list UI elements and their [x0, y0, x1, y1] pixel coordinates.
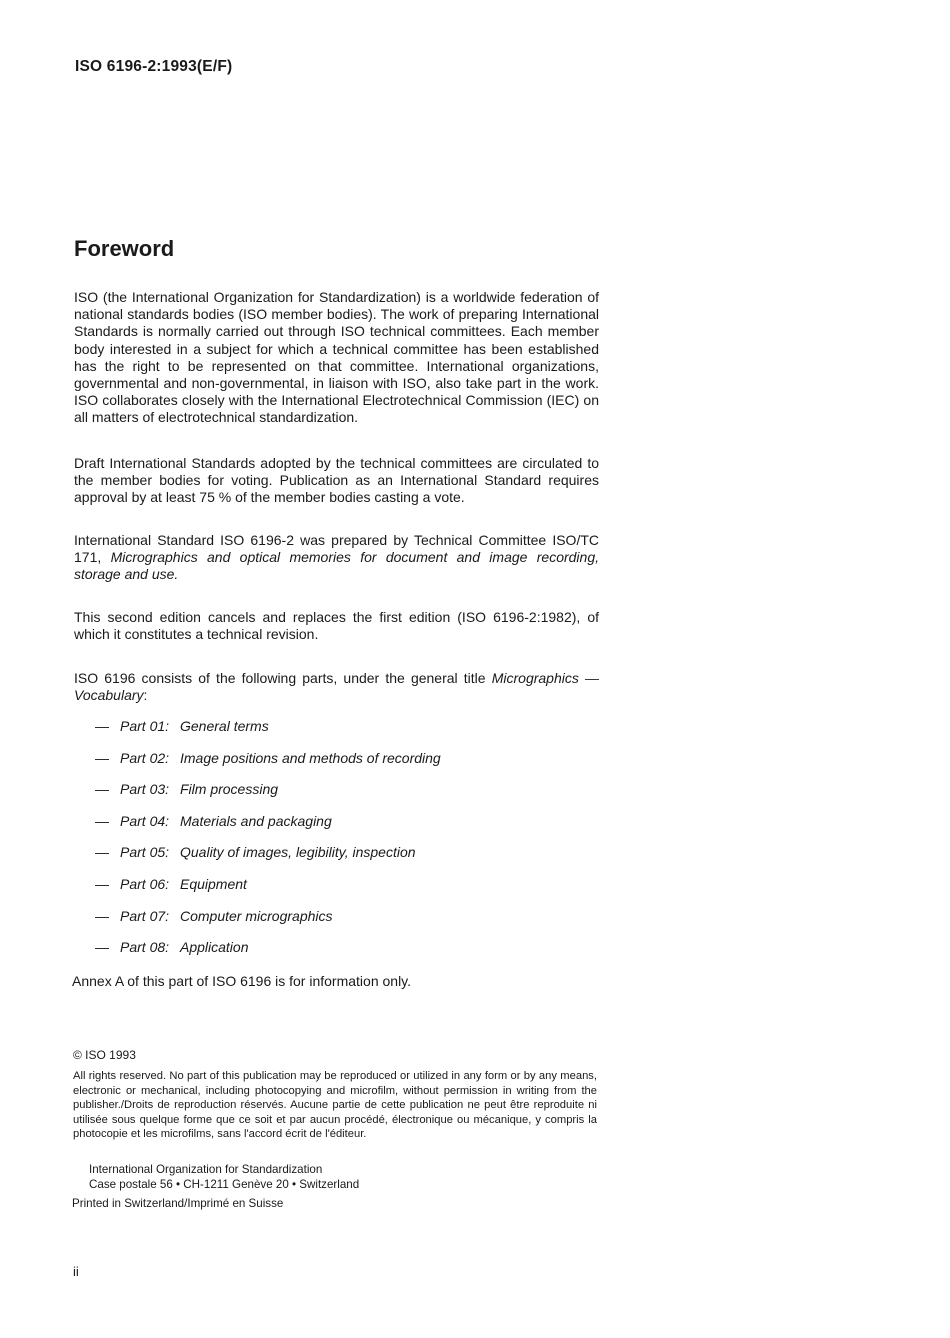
part-number: Part 01: [120, 718, 170, 734]
rights-statement: All rights reserved. No part of this publication may be reproduced or utilized in any form or by any means, electronic or mechanical, including photocopying and microfilm, without permission in writing from the publisher./Droits de reproduction réservés. Aucune partie de cette publication ne peut être reproduite ni utilisée sous quelque forme que ce soit et par aucun procédé, électronique ou mécanique, y compris la photocopie et les microfilms, sans l'accord écrit de l'éditeur. [73, 1070, 597, 1141]
parts-intro-text: ISO 6196 consists of the following parts, under the general title [74, 670, 492, 686]
part-title: Equipment [180, 875, 247, 892]
part-title: Film processing [180, 781, 279, 798]
printed-in: Printed in Switzerland/Imprimé en Suisse [72, 1197, 284, 1210]
postal-address: Case postale 56 • CH-1211 Genève 20 • Switzerland [89, 1178, 360, 1191]
part-number: Part 07: [120, 907, 170, 924]
document-id: ISO 6196-2:1993(E/F) [75, 58, 233, 75]
paragraph-iso-description: ISO (the International Organization for Standardization) is a worldwide federation of national standards bodies (ISO member bodies). The work of preparing International Standards is normally carried out through ISO technical committees. Each member body interested in a subject for which a technical committee has been established has the right to be represented on that committee. International organizations, governmental and non-governmental, in liaison with ISO, also take part in the work. ISO collaborates closely with the International Electrotechnical Commission (IEC) on all matters of electrotechnical standardization. [74, 289, 599, 426]
list-dash: — [95, 749, 109, 766]
list-dash: — [95, 844, 109, 861]
list-dash: — [95, 875, 109, 892]
part-number: Part 02: [120, 749, 170, 766]
part-number: Part 06: [120, 875, 170, 892]
part-title: General terms [180, 718, 269, 734]
prepared-by-text: International Standard ISO 6196-2 was prepared by Technical Committee ISO/TC 171, [74, 532, 599, 566]
part-number: Part 08: [120, 939, 170, 956]
part-title: Quality of images, legibility, inspection [180, 844, 416, 861]
paragraph-edition-note: This second edition cancels and replaces the first edition (ISO 6196-2:1982), of which it constitutes a technical revision. [74, 609, 599, 643]
part-title: Computer micrographics [180, 907, 333, 924]
list-dash: — [95, 907, 109, 924]
annex-note: Annex A of this part of ISO 6196 is for information only. [72, 973, 412, 989]
part-number: Part 03: [120, 781, 170, 798]
general-title: Micrographics — Vocabulary [74, 670, 599, 704]
paragraph-draft-standards: Draft International Standards adopted by the technical committees are circulated to the member bodies for voting. Publication as an International Standard requires approval by at least 75 % of the member bodies casting a vote. [74, 455, 599, 506]
organization-address [89, 1162, 359, 1192]
list-dash: — [95, 939, 109, 956]
part-title: Materials and packaging [180, 812, 332, 829]
page-number: ii [73, 1264, 79, 1279]
committee-title: Micrographics and optical memories for document and image recording, storage and use. [74, 549, 599, 583]
part-number: Part 05: [120, 844, 170, 861]
copyright-notice: © ISO 1993 [73, 1048, 136, 1062]
part-title: Application [180, 939, 249, 956]
part-number: Part 04: [120, 812, 170, 829]
foreword-heading: Foreword [74, 236, 175, 261]
part-title: Image positions and methods of recording [180, 749, 441, 766]
organization-name: International Organization for Standardization [89, 1163, 323, 1176]
paragraph-prepared-by [74, 532, 599, 584]
list-dash: — [95, 781, 109, 798]
paragraph-parts-intro [74, 670, 599, 704]
parts-intro-end: : [143, 687, 148, 704]
list-dash: — [95, 812, 109, 829]
list-dash: — [95, 718, 109, 734]
